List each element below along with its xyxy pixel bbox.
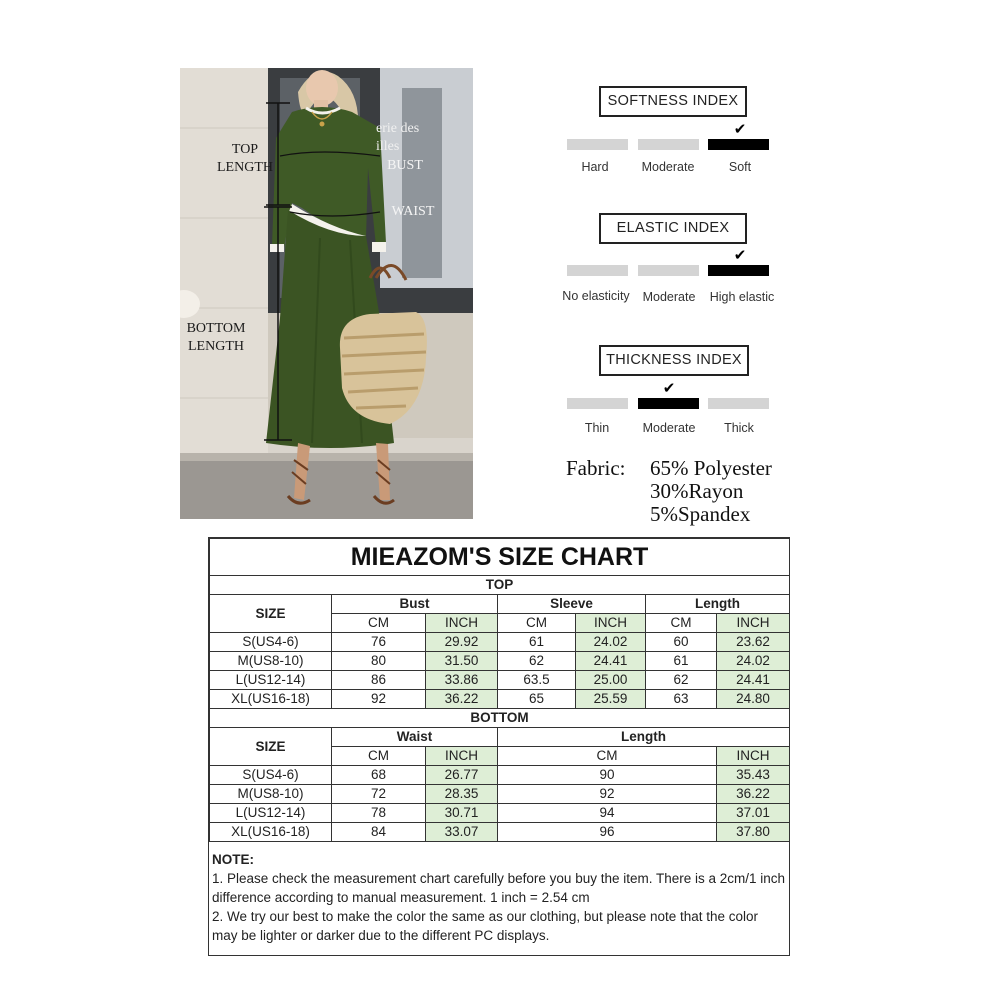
table-cell: 76	[332, 633, 426, 652]
top-unit-inch: INCH	[717, 614, 790, 633]
thickness-check-icon: ✔	[662, 380, 676, 397]
table-row	[210, 652, 790, 671]
table-cell: 33.07	[426, 823, 498, 842]
table-cell: 28.35	[426, 785, 498, 804]
elastic-bar-high	[708, 265, 769, 276]
thickness-label-moderate: Moderate	[642, 421, 696, 435]
top-unit-cm: CM	[332, 614, 426, 633]
thickness-bar-moderate	[638, 398, 699, 409]
bottom-length-header: Length	[498, 728, 790, 747]
bottom-unit-cm: CM	[498, 747, 717, 766]
table-cell: 29.92	[426, 633, 498, 652]
table-cell: L(US12-14)	[210, 671, 332, 690]
size-chart	[208, 537, 790, 956]
table-cell: S(US4-6)	[210, 766, 332, 785]
table-cell: 62	[498, 652, 576, 671]
table-cell: 25.00	[576, 671, 646, 690]
softness-bar-moderate	[638, 139, 699, 150]
table-cell: 78	[332, 804, 426, 823]
table-row	[210, 785, 790, 804]
table-cell: 61	[646, 652, 717, 671]
table-cell: 84	[332, 823, 426, 842]
table-cell: 80	[332, 652, 426, 671]
softness-bar-soft	[708, 139, 769, 150]
elastic-bar-none	[567, 265, 628, 276]
thickness-bar-thin	[567, 398, 628, 409]
note-line-1: 1. Please check the measurement chart carefully before you buy the item. There is a 2cm/1 inch difference according to manual measurement. 1 inch = 2.54 cm	[212, 871, 786, 905]
table-cell: 24.80	[717, 690, 790, 709]
table-cell: M(US8-10)	[210, 652, 332, 671]
table-cell: 63.5	[498, 671, 576, 690]
table-cell: 23.62	[717, 633, 790, 652]
table-cell: 60	[646, 633, 717, 652]
table-cell: 96	[498, 823, 717, 842]
softness-bar-hard	[567, 139, 628, 150]
table-cell: 24.02	[576, 633, 646, 652]
table-cell: 63	[646, 690, 717, 709]
table-cell: 35.43	[717, 766, 790, 785]
top-size-header: SIZE	[210, 595, 332, 633]
measure-label-bust: BUST	[387, 158, 423, 173]
top-sleeve-header: Sleeve	[498, 595, 646, 614]
size-chart-note	[209, 842, 789, 955]
measure-label-top-length: TOP LENGTH	[217, 142, 273, 175]
table-row	[210, 633, 790, 652]
table-cell: 72	[332, 785, 426, 804]
table-cell: 30.71	[426, 804, 498, 823]
table-cell: 31.50	[426, 652, 498, 671]
softness-label-hard: Hard	[581, 160, 609, 174]
fabric-line-spandex: 5%Spandex	[650, 502, 751, 526]
table-cell: 90	[498, 766, 717, 785]
table-cell: XL(US16-18)	[210, 690, 332, 709]
top-unit-inch: INCH	[576, 614, 646, 633]
table-row	[210, 804, 790, 823]
table-row	[210, 766, 790, 785]
table-cell: 25.59	[576, 690, 646, 709]
top-unit-cm: CM	[646, 614, 717, 633]
table-cell: 24.41	[717, 671, 790, 690]
thickness-label-thick: Thick	[724, 421, 754, 435]
table-cell: 36.22	[717, 785, 790, 804]
table-cell: 92	[498, 785, 717, 804]
table-cell: 37.01	[717, 804, 790, 823]
table-cell: 62	[646, 671, 717, 690]
table-cell: 65	[498, 690, 576, 709]
bottom-unit-cm: CM	[332, 747, 426, 766]
table-cell: 61	[498, 633, 576, 652]
table-cell: 26.77	[426, 766, 498, 785]
fabric-line-polyester: 65% Polyester	[650, 456, 772, 480]
elastic-label-high: High elastic	[709, 290, 775, 304]
table-cell: 33.86	[426, 671, 498, 690]
bottom-waist-header: Waist	[332, 728, 498, 747]
bottom-section-header: BOTTOM	[210, 709, 790, 728]
table-cell: 36.22	[426, 690, 498, 709]
note-line-2: 2. We try our best to make the color the same as our clothing, but please note that the color may be lighter or darker due to the different PC displays.	[212, 909, 759, 943]
elastic-check-icon: ✔	[733, 247, 747, 264]
softness-index-title: SOFTNESS INDEX	[599, 86, 747, 117]
measure-label-waist: WAIST	[391, 204, 435, 219]
table-row	[210, 823, 790, 842]
top-section-header: TOP	[210, 576, 790, 595]
table-cell: S(US4-6)	[210, 633, 332, 652]
table-cell: 24.41	[576, 652, 646, 671]
size-chart-title: MIEAZOM'S SIZE CHART	[210, 539, 790, 576]
measure-label-bottom-length: BOTTOM LENGTH	[186, 321, 246, 354]
thickness-bar-thick	[708, 398, 769, 409]
size-chart-table	[209, 538, 790, 842]
table-cell: 86	[332, 671, 426, 690]
bottom-unit-inch: INCH	[426, 747, 498, 766]
elastic-label-moderate: Moderate	[642, 290, 696, 304]
table-cell: 92	[332, 690, 426, 709]
elastic-index-title: ELASTIC INDEX	[599, 213, 747, 244]
table-cell: 37.80	[717, 823, 790, 842]
note-heading: NOTE:	[212, 852, 254, 867]
top-unit-inch: INCH	[426, 614, 498, 633]
softness-label-soft: Soft	[728, 160, 752, 174]
table-row	[210, 690, 790, 709]
table-cell: M(US8-10)	[210, 785, 332, 804]
bottom-size-header: SIZE	[210, 728, 332, 766]
table-cell: 24.02	[717, 652, 790, 671]
table-row	[210, 671, 790, 690]
elastic-bar-moderate	[638, 265, 699, 276]
table-cell: 68	[332, 766, 426, 785]
top-length-header: Length	[646, 595, 790, 614]
table-cell: XL(US16-18)	[210, 823, 332, 842]
background-sign-text: erie des illes	[376, 121, 420, 154]
table-cell: L(US12-14)	[210, 804, 332, 823]
softness-check-icon: ✔	[733, 121, 747, 138]
fabric-line-rayon: 30%Rayon	[650, 479, 744, 503]
table-cell: 94	[498, 804, 717, 823]
thickness-index-title: THICKNESS INDEX	[599, 345, 749, 376]
top-bust-header: Bust	[332, 595, 498, 614]
bottom-unit-inch: INCH	[717, 747, 790, 766]
softness-label-moderate: Moderate	[641, 160, 695, 174]
thickness-label-thin: Thin	[584, 421, 610, 435]
fabric-label: Fabric:	[566, 456, 626, 480]
elastic-label-none: No elasticity	[562, 289, 630, 303]
top-unit-cm: CM	[498, 614, 576, 633]
